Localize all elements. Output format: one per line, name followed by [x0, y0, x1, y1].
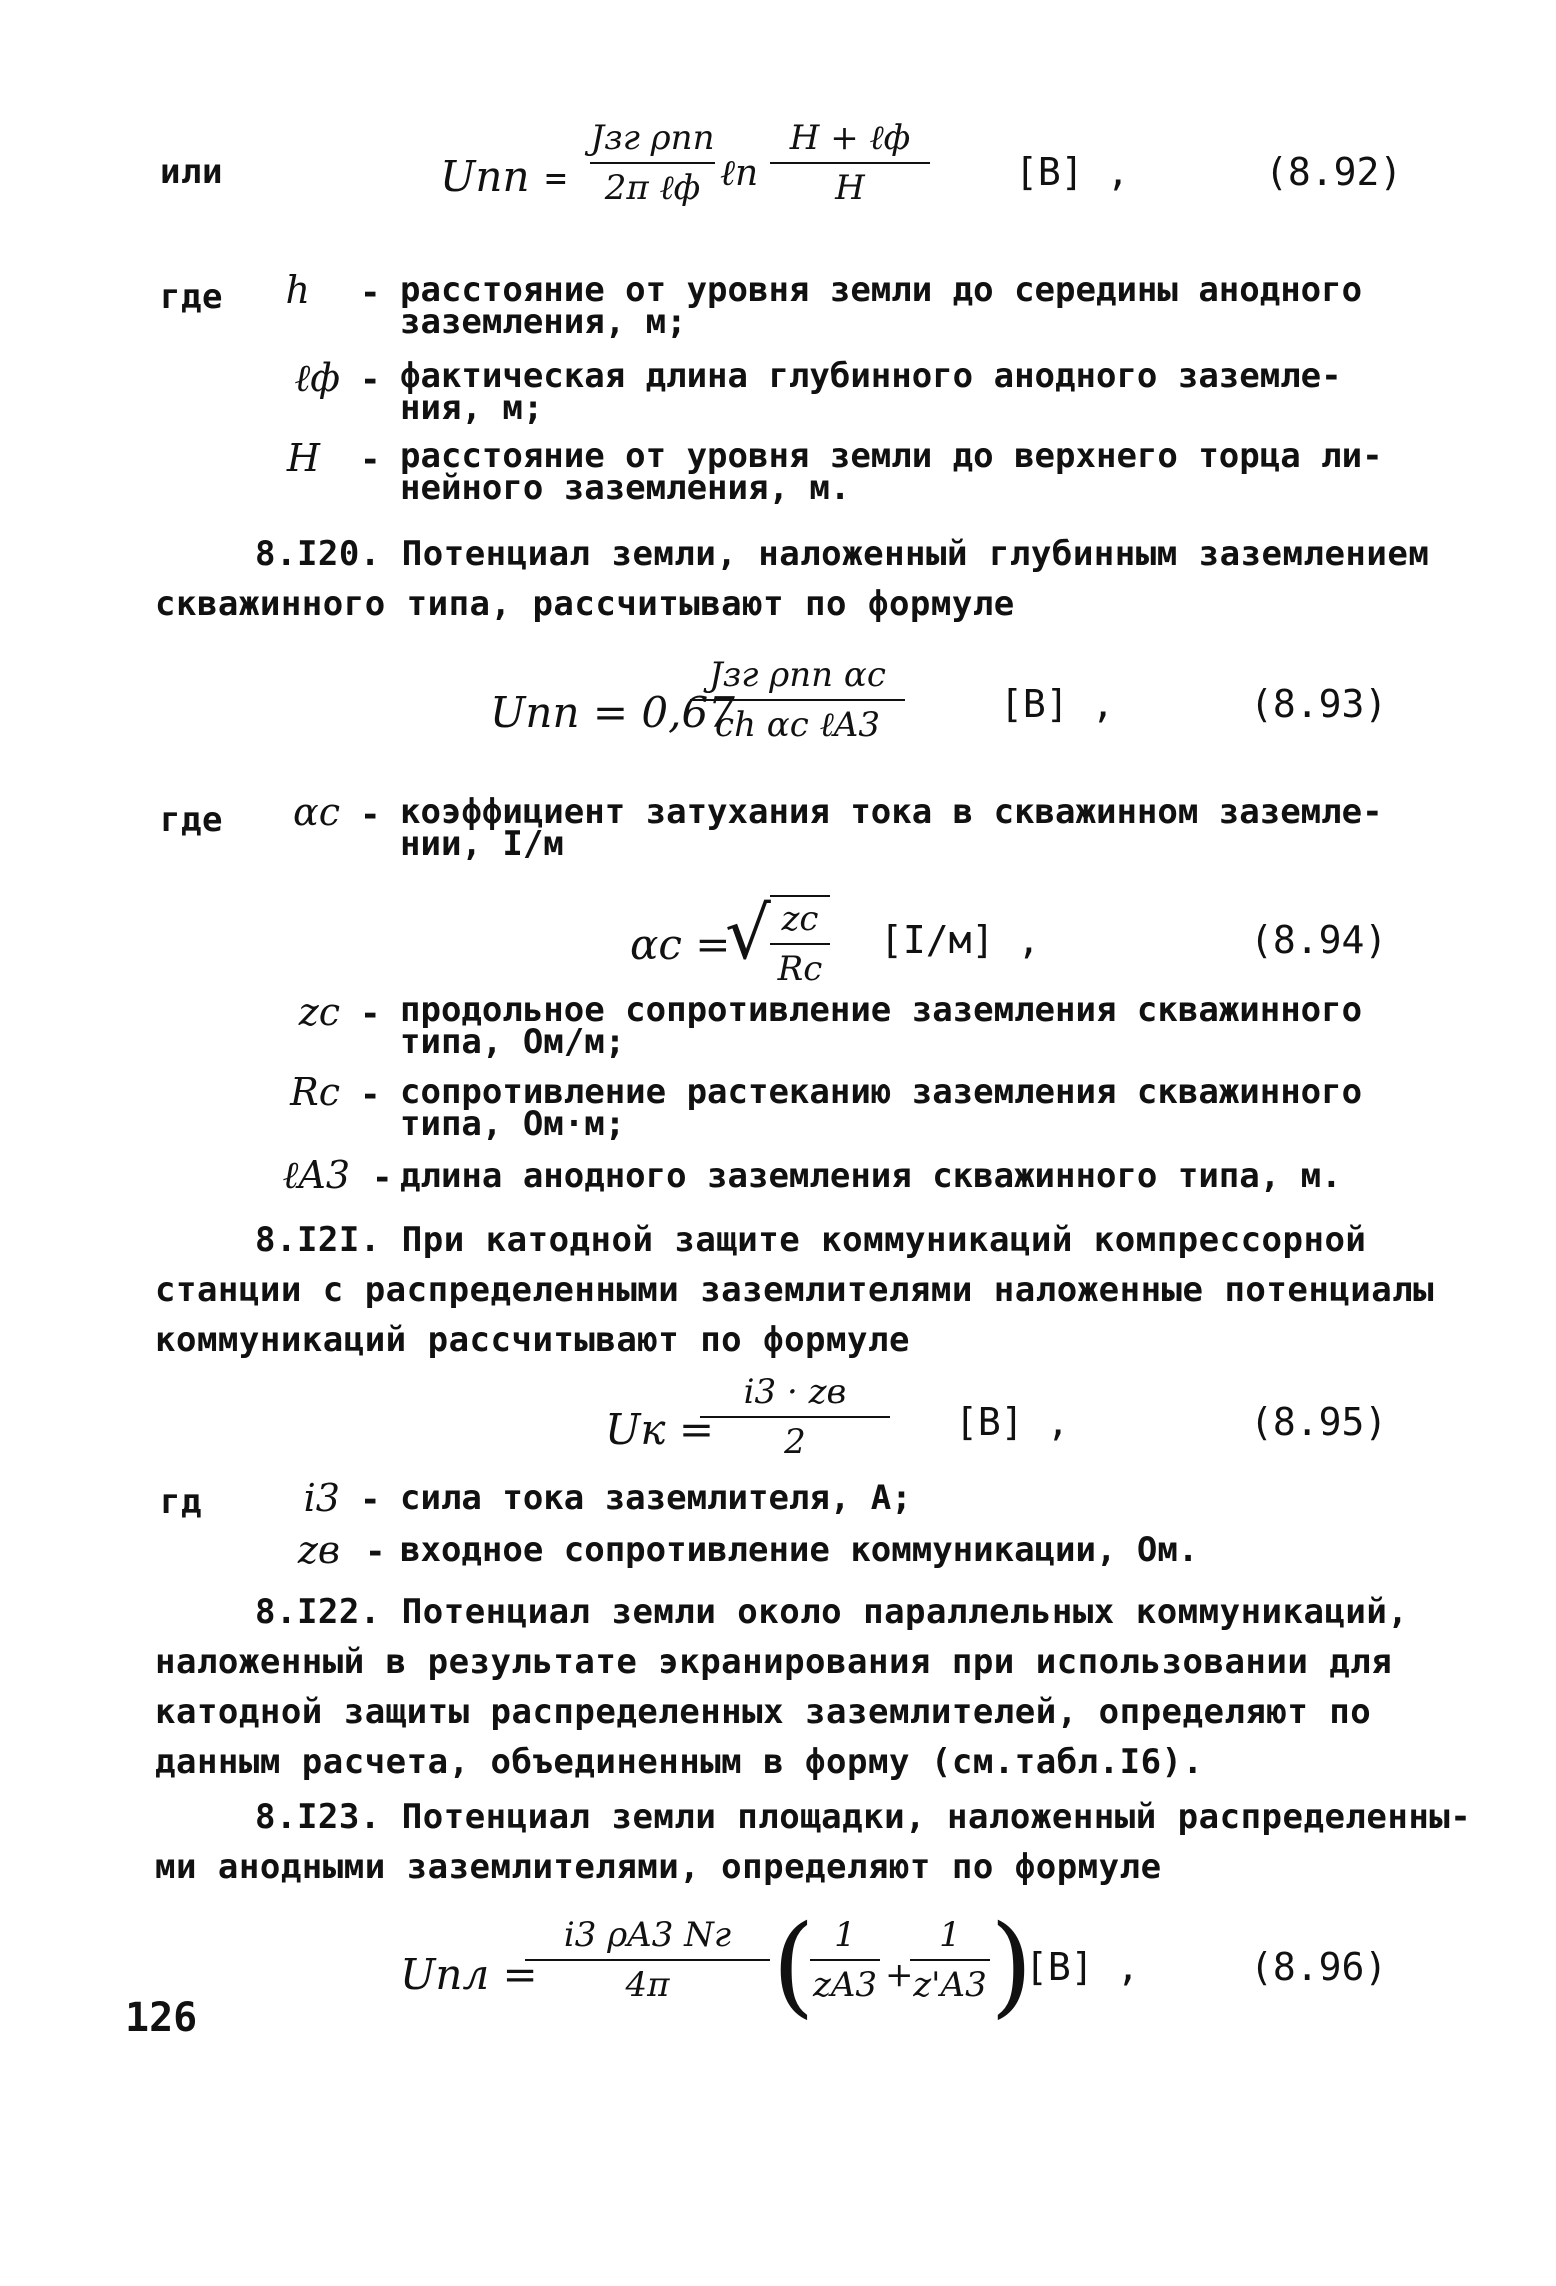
paragraph-line: катодной защиты распределенных заземлителей, определяют по [155, 1692, 1372, 1732]
paragraph-line: наложенный в результате экранирования при использовании для [155, 1642, 1393, 1682]
eq93-lhs: Uпп = 0,67 [490, 688, 735, 737]
eq96-inner-fraction [810, 1915, 880, 2005]
def-text-line: фактическая длина глубинного анодного заземле- [400, 356, 1342, 396]
def-dash: - [360, 273, 381, 313]
where-word: где [160, 800, 223, 840]
eq94-radicand-numerator: zc [781, 899, 819, 939]
where-word-short: гд [160, 1482, 202, 1522]
def-symbol: ℓA3 [282, 1153, 350, 1197]
def-text-line: коэффициент затухания тока в скважинном заземле- [400, 792, 1383, 832]
eq96-number: (8.96) [1250, 1945, 1388, 1989]
fraction-bar [690, 699, 905, 701]
eq94-number: (8.94) [1250, 918, 1388, 962]
fraction-bar [700, 1416, 890, 1418]
def-text-line: расстояние от уровня земли до верхнего торца ли- [400, 436, 1383, 476]
right-paren: ) [990, 1901, 1033, 2029]
paragraph-line: 8.I23. Потенциал земли площадки, наложенный распределенны- [255, 1797, 1472, 1837]
def-dash: - [360, 1075, 381, 1115]
def-text-line: длина анодного заземления скважинного типа, м. [400, 1156, 1342, 1196]
def-text-line: входное сопротивление коммуникации, Ом. [400, 1530, 1199, 1570]
paragraph-line: 8.I2I. При катодной защите коммуникаций компрессорной [255, 1220, 1367, 1260]
def-symbol: i3 [303, 1476, 340, 1520]
def-text-line: заземления, м; [400, 302, 687, 342]
eq96-inner2-numerator: 1 [939, 1915, 961, 1955]
eq92-log-denominator: H [835, 168, 865, 208]
eq96-inner2-denominator: z'A3 [913, 1965, 987, 2005]
fraction-bar [525, 1959, 770, 1961]
paragraph-line: 8.I22. Потенциал земли около параллельных коммуникаций, [255, 1592, 1409, 1632]
eq94-radicand-denominator: Rc [777, 949, 823, 989]
def-dash: - [372, 1158, 393, 1198]
def-symbol: zв [297, 1528, 340, 1572]
eq93-denominator: ch αc ℓA3 [715, 705, 880, 745]
eq92-fraction [590, 118, 715, 208]
eq92-log-numerator: H + ℓф [789, 118, 911, 158]
paragraph-line: скважинного типа, рассчитывают по формуле [155, 584, 1015, 624]
eq92-equals: = [545, 158, 567, 199]
eq94-unit: [I/м] , [880, 918, 1041, 962]
eq96-unit: [В] , [1025, 1945, 1140, 1989]
eq96-numerator: i3 ρA3 Nг [563, 1915, 732, 1955]
eq92-unit: [В] , [1015, 150, 1130, 194]
eq93-number: (8.93) [1250, 682, 1388, 726]
eq93-unit: [В] , [1000, 682, 1115, 726]
eq92-lhs: Uпп [440, 152, 530, 201]
def-dash: - [360, 360, 381, 400]
eq95-number: (8.95) [1250, 1400, 1388, 1444]
eq96-inner-fraction [910, 1915, 990, 2005]
eq95-numerator: i3 · zв [743, 1372, 847, 1412]
fraction-bar [590, 162, 715, 164]
def-symbol: zc [298, 990, 340, 1034]
eq92-log-fraction [770, 118, 930, 208]
paragraph-line: данным расчета, объединенным в форму (см.табл.I6). [155, 1742, 1204, 1782]
eq96-inner1-numerator: 1 [834, 1915, 856, 1955]
def-symbol: ℓф [294, 356, 340, 400]
eq96-fraction [525, 1915, 770, 2005]
def-text-line: типа, Ом·м; [400, 1104, 626, 1144]
def-symbol: Rc [290, 1070, 340, 1114]
eq96-lhs: Uпл = [400, 1950, 538, 1999]
eq96-plus: + [885, 1955, 914, 1995]
def-symbol: h [285, 268, 310, 312]
left-paren: ( [772, 1901, 815, 2029]
def-symbol: αc [293, 790, 340, 834]
eq94-radicand [770, 895, 830, 989]
eq96-inner1-denominator: zA3 [812, 1965, 878, 2005]
fraction-bar [910, 1959, 990, 1961]
eq95-fraction [700, 1372, 890, 1462]
def-text-line: типа, Ом/м; [400, 1022, 626, 1062]
def-dash: - [360, 994, 381, 1034]
def-dash: - [360, 795, 381, 835]
eq92-number: (8.92) [1265, 150, 1403, 194]
eq93-numerator: Jзг ρпп αc [709, 655, 886, 695]
paragraph-line: 8.I20. Потенциал земли, наложенный глубинным заземлением [255, 534, 1430, 574]
paragraph-line: коммуникаций рассчитывают по формуле [155, 1320, 910, 1360]
sqrt-sign: √ [725, 891, 771, 975]
eq92-denominator: 2π ℓф [604, 168, 701, 208]
def-dash: - [360, 1480, 381, 1520]
fraction-bar [810, 1959, 880, 1961]
def-symbol: H [286, 436, 320, 480]
or-word: или [160, 152, 223, 192]
eq92-log: ℓn [720, 153, 759, 194]
def-text-line: продольное сопротивление заземления скважинного [400, 990, 1363, 1030]
where-word: где [160, 277, 223, 317]
eq92-numerator: Jзг ρпп [590, 118, 715, 158]
page-number: 126 [125, 1995, 198, 2041]
def-text-line: сопротивление растеканию заземления скважинного [400, 1072, 1363, 1112]
eq93-fraction [690, 655, 905, 745]
eq96-denominator: 4π [625, 1965, 670, 2005]
fraction-bar [770, 943, 830, 945]
def-text-line: ния, м; [400, 388, 544, 428]
def-text-line: расстояние от уровня земли до середины анодного [400, 270, 1363, 310]
eq95-denominator: 2 [784, 1422, 806, 1462]
eq94-lhs: αc = [630, 920, 731, 969]
eq95-unit: [В] , [955, 1400, 1070, 1444]
def-dash: - [365, 1532, 386, 1572]
def-text-line: нейного заземления, м. [400, 468, 851, 508]
def-text-line: сила тока заземлителя, А; [400, 1478, 912, 1518]
paragraph-line: ми анодными заземлителями, определяют по формуле [155, 1847, 1162, 1887]
eq95-lhs: Uк = [605, 1405, 715, 1454]
paragraph-line: станции с распределенными заземлителями наложенные потенциалы [155, 1270, 1435, 1310]
def-text-line: нии, I/м [400, 824, 564, 864]
def-dash: - [360, 440, 381, 480]
fraction-bar [770, 162, 930, 164]
